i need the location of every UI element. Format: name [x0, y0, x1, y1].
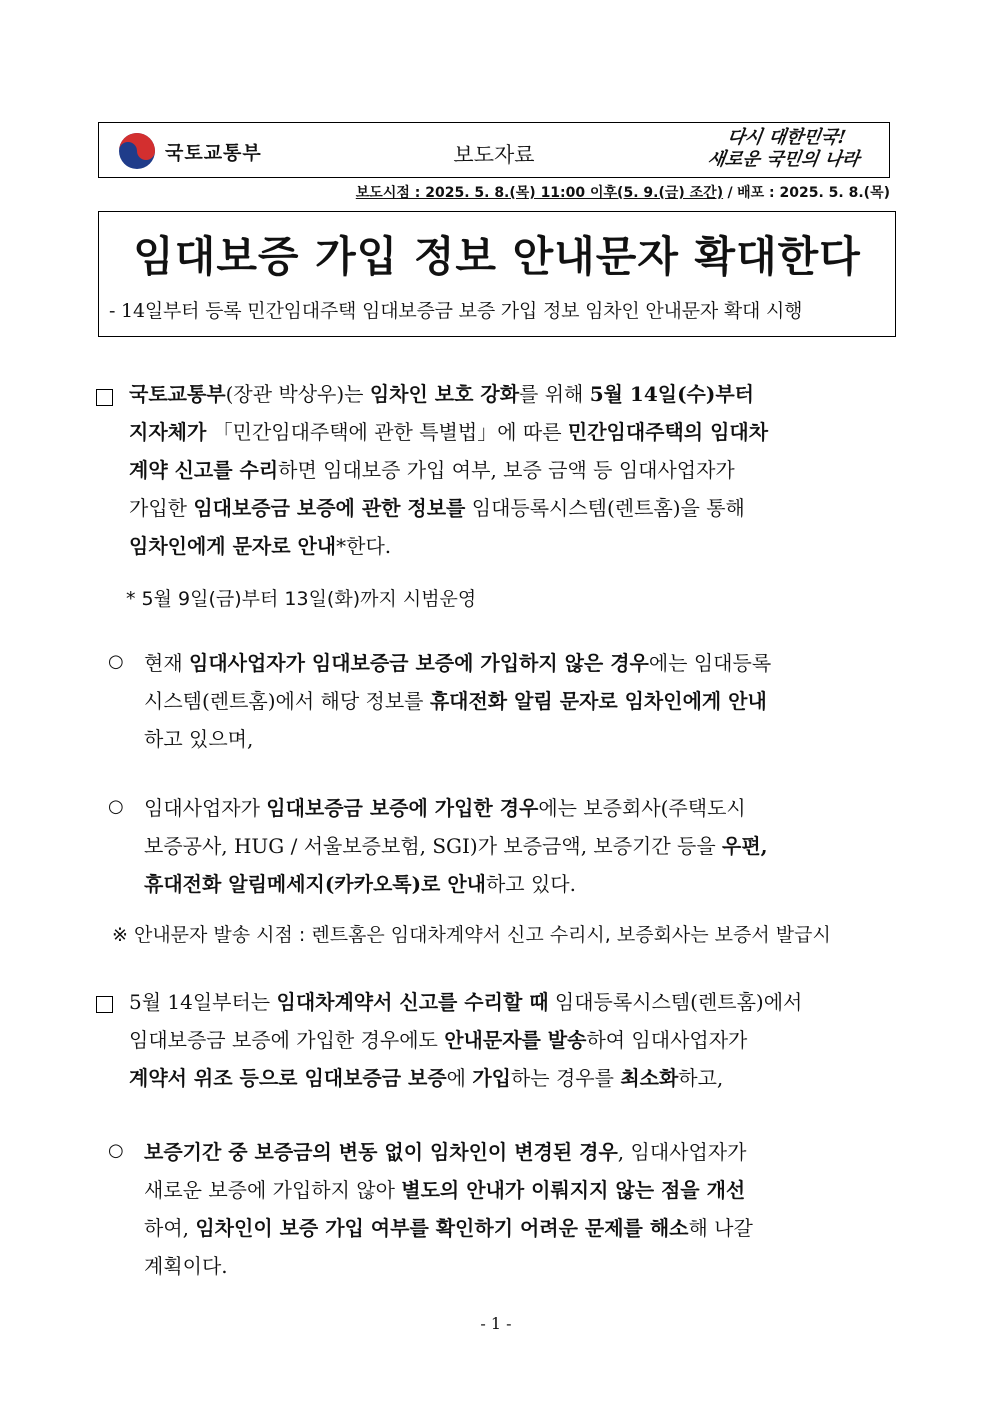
p2-l2-a: 시스템(렌트홈)에서 해당 정보를	[144, 689, 430, 713]
p2-l1-c: 에는 임대등록	[648, 651, 772, 675]
p1-line2	[129, 413, 896, 451]
p4-l3-b: 에	[446, 1066, 473, 1090]
p1-l3-a: 계약 신고를 수리	[129, 458, 279, 482]
header-box	[98, 122, 890, 178]
distribution-date: 배포 : 2025. 5. 8.(목)	[737, 185, 890, 201]
p5-line4: 계획이다.	[144, 1254, 228, 1278]
p4-l3-d: 하는 경우를	[510, 1066, 621, 1090]
paragraph-4	[129, 983, 896, 1097]
note-send-timing: ※ 안내문자 발송 시점 : 렌트홈은 임대차계약서 신고 수리시, 보증회사는 보증서 발급시	[112, 924, 831, 946]
p4-l1-a: 5월 14일부터는	[129, 990, 277, 1014]
p5-line1	[144, 1133, 896, 1171]
p4-l1-c: 임대등록시스템(렌트홈)에서	[548, 990, 803, 1014]
p1-line5	[129, 527, 896, 565]
page-title: 임대보증 가입 정보 안내문자 확대한다	[133, 232, 861, 281]
p4-line3	[129, 1059, 896, 1097]
page-subtitle: - 14일부터 등록 민간임대주택 임대보증금 보증 가입 정보 임차인 안내문자 확대 시행	[109, 300, 803, 322]
circle-bullet-3: ○	[108, 1140, 124, 1161]
p1-l3-b: 하면 임대보증 가입 여부, 보증 금액 등 임대사업자가	[278, 458, 735, 482]
p1-l2-b: 「민간임대주택에 관한 특별법」에 따른	[206, 420, 568, 444]
title-box	[98, 211, 896, 337]
p1-l2-a: 지자체가	[129, 420, 207, 444]
p5-l3-c: 해 나갈	[688, 1216, 753, 1240]
square-bullet-2	[96, 996, 113, 1013]
p3-l3-b: 하고 있다.	[485, 872, 576, 896]
p3-line2	[144, 827, 896, 865]
p3-l3-a: 휴대전화 알림메세지(카카오톡)로 안내	[144, 872, 486, 896]
p4-line1	[129, 983, 896, 1021]
square-bullet	[96, 389, 113, 406]
p3-l2-b: 우편,	[722, 834, 768, 858]
p2-line1	[144, 644, 896, 682]
release-info	[356, 182, 890, 202]
page-number: - 1 -	[480, 1314, 512, 1333]
paragraph-5	[144, 1133, 896, 1285]
p1-l1-e: 5월 14일(수)부터	[589, 382, 754, 406]
p1-l4-b: 임대보증금 보증에 관한 정보를	[193, 496, 466, 520]
p2-line3: 하고 있으며,	[144, 727, 254, 751]
p5-l2-a: 새로운 보증에 가입하지 않아	[144, 1178, 402, 1202]
p2-l2-b: 휴대전화 알림 문자로 임차인에게 안내	[429, 689, 767, 713]
footnote-pilot: * 5월 9일(금)부터 13일(화)까지 시범운영	[126, 588, 477, 610]
p3-l1-b: 임대보증금 보증에 가입한 경우	[266, 796, 539, 820]
p4-l1-b: 임대차계약서 신고를 수리할 때	[276, 990, 549, 1014]
p4-l3-f: 하고,	[678, 1066, 724, 1090]
p4-l3-a: 계약서 위조 등으로 임대보증금 보증	[129, 1066, 447, 1090]
p5-l1-b: , 임대사업자가	[617, 1140, 747, 1164]
embargo-time: 보도시점 : 2025. 5. 8.(목) 11:00 이후(5. 9.(금) 조간)	[355, 185, 724, 201]
p2-l1-b: 임대사업자가 임대보증금 보증에 가입하지 않은 경우	[189, 651, 649, 675]
p1-l5-b: *한다.	[336, 534, 392, 558]
p4-l3-c: 가입	[472, 1066, 511, 1090]
paragraph-1	[129, 375, 896, 565]
p5-line2	[144, 1171, 896, 1209]
p3-line1	[144, 789, 896, 827]
p4-l2-b: 안내문자를 발송	[444, 1028, 587, 1052]
p1-line1	[129, 375, 896, 413]
p5-line3	[144, 1209, 896, 1247]
p1-l2-c: 민간임대주택의 임대차	[567, 420, 769, 444]
p4-line2	[129, 1021, 896, 1059]
paragraph-2	[144, 644, 896, 758]
p1-l4-a: 가입한	[129, 496, 194, 520]
p2-line2	[144, 682, 896, 720]
p5-l3-b: 임차인이 보증 가입 여부를 확인하기 어려운 문제를 해소	[195, 1216, 689, 1240]
p3-l1-a: 임대사업자가	[144, 796, 267, 820]
p4-l2-c: 하여 임대사업자가	[586, 1028, 748, 1052]
slogan-line2: 새로운 국민의 나라	[706, 149, 861, 170]
release-separator: /	[727, 185, 733, 201]
circle-bullet-1: ○	[108, 651, 124, 672]
p1-line4	[129, 489, 896, 527]
p1-l1-a: 국토교통부	[129, 382, 226, 406]
slogan-line1: 다시 대한민국!	[725, 127, 848, 148]
p2-l1-a: 현재	[144, 651, 189, 675]
p4-l2-a: 임대보증금 보증에 가입한 경우에도	[129, 1028, 445, 1052]
p1-l5-a: 임차인에게 문자로 안내	[129, 534, 337, 558]
circle-bullet-2: ○	[108, 796, 124, 817]
p1-line3	[129, 451, 896, 489]
p5-l2-b: 별도의 안내가 이뤄지지 않는 점을 개선	[401, 1178, 746, 1202]
p3-line3	[144, 865, 896, 903]
p1-l4-c: 임대등록시스템(렌트홈)을 통해	[465, 496, 745, 520]
p5-l1-a: 보증기간 중 보증금의 변동 없이 임차인이 변경된 경우	[144, 1140, 618, 1164]
p5-l3-a: 하여,	[144, 1216, 196, 1240]
doc-type: 보도자료	[453, 143, 535, 167]
ministry-name: 국토교통부	[165, 141, 262, 164]
paragraph-3	[144, 789, 896, 903]
slogan	[692, 127, 878, 171]
p1-l1-c: 임차인 보호 강화	[369, 382, 520, 406]
p3-l1-c: 에는 보증회사(주택도시	[538, 796, 746, 820]
p4-l3-e: 최소화	[620, 1066, 679, 1090]
p3-l2-a: 보증공사, HUG / 서울보증보험, SGI)가 보증금액, 보증기간 등을	[144, 834, 723, 858]
p1-l1-d: 를 위해	[519, 382, 590, 406]
p1-l1-b: (장관 박상우)는	[225, 382, 370, 406]
